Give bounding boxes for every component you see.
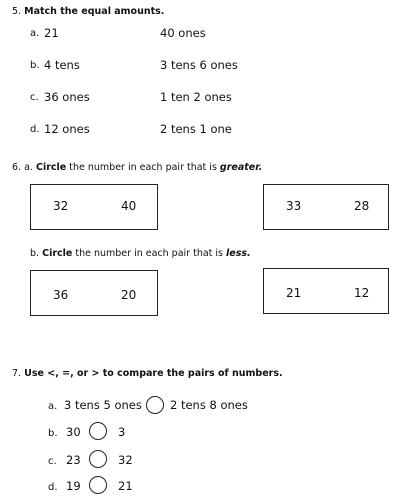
q5-right-value-1[interactable]: 40 ones [160, 26, 206, 40]
q7c-left-value: 23 [66, 453, 81, 467]
q5-left-value-d: 12 ones [44, 122, 90, 136]
q6a-letter: a. [24, 162, 33, 173]
q6b-emphasis: less. [226, 248, 251, 259]
q6b-pair-box-2 [263, 268, 389, 314]
q5-letter-c: c. [30, 92, 39, 103]
q6b-instruction: the number in each pair that is [72, 248, 227, 259]
q6b-letter: b. [30, 248, 40, 259]
q7a-right-value: 2 tens 8 ones [170, 398, 248, 412]
q6a-pair-box-1 [30, 184, 158, 230]
q6a-pair2-number-2[interactable]: 28 [354, 199, 370, 213]
q7-letter-a: a. [48, 401, 58, 412]
q7d-compare-circle[interactable] [89, 476, 107, 494]
q7a-compare-circle[interactable] [146, 396, 164, 414]
q6-number: 6. [12, 162, 22, 173]
q7-letter-b: b. [48, 428, 58, 439]
q5-instruction: Match the equal amounts. [24, 6, 165, 17]
q7c-right-value: 32 [118, 453, 133, 467]
q6b-pair2-number-2[interactable]: 12 [354, 286, 370, 300]
q6b-pair2-number-1[interactable]: 21 [286, 286, 302, 300]
q6a-circle-word: Circle [35, 162, 67, 173]
q6b-pair1-number-2[interactable]: 20 [121, 288, 137, 302]
q7-letter-c: c. [48, 456, 57, 467]
q7d-right-value: 21 [118, 479, 133, 493]
q6a-heading [12, 162, 262, 173]
q5-heading [12, 6, 164, 17]
q6a-emphasis: greater. [219, 162, 263, 173]
q7a-left-value: 3 tens 5 ones [64, 398, 142, 412]
q6a-pair-box-2 [263, 184, 389, 230]
q6a-pair1-number-1[interactable]: 32 [53, 199, 69, 213]
q7b-right-value: 3 [118, 425, 126, 439]
q5-left-value-b: 4 tens [44, 58, 80, 72]
q7b-compare-circle[interactable] [89, 422, 107, 440]
q7c-compare-circle[interactable] [89, 450, 107, 468]
q7-number: 7. [12, 368, 22, 379]
q7d-left-value: 19 [66, 479, 81, 493]
q6a-pair2-number-1[interactable]: 33 [286, 199, 302, 213]
q5-letter-a: a. [30, 28, 40, 39]
q7b-left-value: 30 [66, 425, 81, 439]
q5-number: 5. [12, 6, 22, 17]
q6b-pair-box-1 [30, 270, 158, 316]
q7-instruction: Use <, =, or > to compare the pairs of numbers. [24, 368, 283, 379]
q5-letter-d: d. [30, 124, 40, 135]
q7-heading [12, 368, 283, 379]
q5-right-value-4[interactable]: 2 tens 1 one [160, 122, 232, 136]
q6b-circle-word: Circle [42, 248, 73, 259]
q5-right-value-3[interactable]: 1 ten 2 ones [160, 90, 232, 104]
q5-right-value-2[interactable]: 3 tens 6 ones [160, 58, 238, 72]
q6b-pair1-number-1[interactable]: 36 [53, 288, 69, 302]
q5-left-value-c: 36 ones [44, 90, 90, 104]
q7-letter-d: d. [48, 482, 58, 493]
q6b-heading [30, 248, 251, 259]
q6a-pair1-number-2[interactable]: 40 [121, 199, 137, 213]
q6a-instruction: the number in each pair that is [66, 162, 220, 173]
q5-letter-b: b. [30, 60, 40, 71]
q5-left-value-a: 21 [44, 26, 59, 40]
